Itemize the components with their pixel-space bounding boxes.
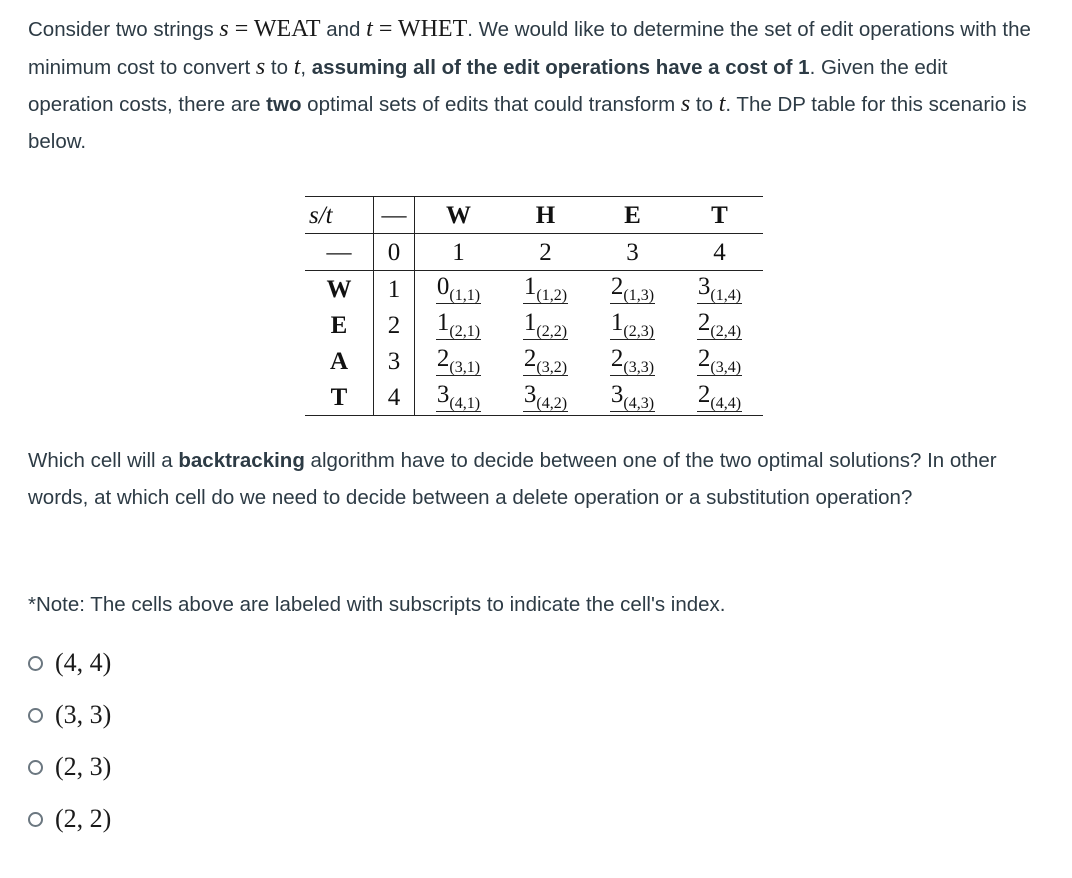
dp-row (305, 379, 763, 416)
option-label[interactable]: (4, 4) (55, 648, 112, 677)
col-header-e: E (589, 197, 676, 234)
option-label[interactable]: (2, 2) (55, 804, 112, 833)
answer-option-4[interactable] (28, 793, 111, 845)
dp-cell: $3_{(4,2)}$ (523, 381, 568, 412)
dp-cell: $1_{(2,3)}$ (610, 309, 655, 340)
answer-option-2[interactable] (28, 689, 111, 741)
row-base: 4 (374, 379, 415, 416)
row-label: W (305, 271, 374, 308)
dp-cell: $3_{(4,3)}$ (610, 381, 655, 412)
base-col-2: 2 (502, 234, 589, 271)
dp-table (305, 196, 763, 416)
dp-cell: $0_{(1,1)}$ (436, 273, 481, 304)
dp-cell: $1_{(1,2)}$ (523, 273, 568, 304)
radio-button[interactable] (28, 812, 43, 827)
col-header-w: W (415, 197, 503, 234)
dp-cell: $2_{(3,3)}$ (610, 345, 655, 376)
dp-cell: $2_{(3,1)}$ (436, 345, 481, 376)
dp-cell: $3_{(1,4)}$ (697, 273, 742, 304)
dp-cell: $1_{(2,1)}$ (436, 309, 481, 340)
dp-cell: $3_{(4,1)}$ (436, 381, 481, 412)
dp-row (305, 343, 763, 379)
dp-cell: $1_{(2,2)}$ (523, 309, 568, 340)
question-note: *Note: The cells above are labeled with subscripts to indicate the cell's index. (28, 593, 726, 616)
answer-option-1[interactable] (28, 637, 111, 689)
dp-row (305, 307, 763, 343)
radio-button[interactable] (28, 760, 43, 775)
row-label: E (305, 307, 374, 343)
question-prompt: Which cell will a backtracking algorithm have to decide between one of the two optimal solutions? In other words, at which cell do we need to decide between a delete operation or a substitution operation? (28, 449, 997, 509)
row-dash: — (305, 234, 374, 271)
dp-cell: $2_{(1,3)}$ (610, 273, 655, 304)
row-base: 3 (374, 343, 415, 379)
radio-button[interactable] (28, 708, 43, 723)
question-intro: Consider two strings s = WEAT and t = WHET. We would like to determine the set of edit operations with the minimum cost to convert s to t, assuming all of the edit operations have a cost of 1. Given the edit operation costs, there are two optimal sets of edits that could transform s to t. The DP table for this scenario is below. (28, 16, 1031, 153)
header-dash: — (374, 197, 415, 234)
corner-label: s/t (309, 201, 333, 229)
option-label[interactable]: (2, 3) (55, 752, 112, 781)
dp-cell: $2_{(3,4)}$ (697, 345, 742, 376)
dp-cell: $2_{(3,2)}$ (523, 345, 568, 376)
row-label: A (305, 343, 374, 379)
base-col-3: 3 (589, 234, 676, 271)
row-label: T (305, 379, 374, 416)
radio-button[interactable] (28, 656, 43, 671)
base-col-1: 1 (415, 234, 503, 271)
answer-options (28, 637, 111, 845)
base-col-4: 4 (676, 234, 763, 271)
row-base: 1 (374, 271, 415, 308)
dp-cell: $2_{(2,4)}$ (697, 309, 742, 340)
answer-option-3[interactable] (28, 741, 111, 793)
col-header-t: T (676, 197, 763, 234)
row-base: 2 (374, 307, 415, 343)
base-0: 0 (374, 234, 415, 271)
dp-cell: $2_{(4,4)}$ (697, 381, 742, 412)
option-label[interactable]: (3, 3) (55, 700, 112, 729)
col-header-h: H (502, 197, 589, 234)
dp-row (305, 271, 763, 308)
